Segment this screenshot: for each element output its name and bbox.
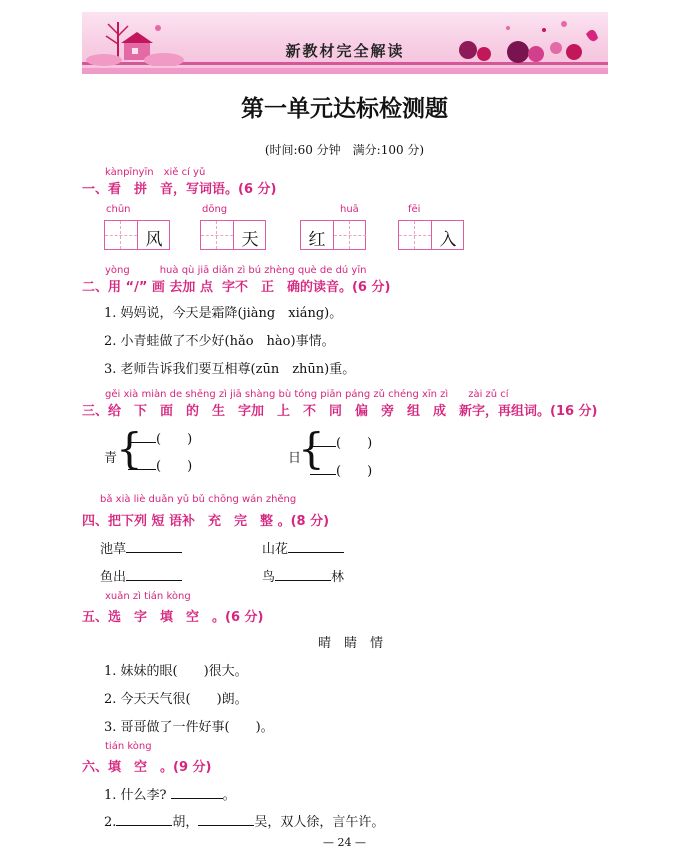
phrase-item[interactable]: 山花	[262, 538, 344, 557]
brace-icon: {	[116, 424, 143, 473]
header-stripe	[82, 68, 608, 74]
writing-grid-4[interactable]	[398, 220, 464, 250]
section1-heading: 一、看 拼 音，写词语。(6 分)	[82, 182, 277, 197]
page-title: 第一单元达标检测题	[241, 96, 448, 122]
phrase-item[interactable]: 池草	[100, 538, 182, 557]
word4-pinyin: fēi	[408, 204, 421, 215]
section4-heading: 四、把下列 短 语补 充 完 整 。(8 分)	[82, 514, 330, 529]
writing-grid-1[interactable]	[104, 220, 170, 250]
phrase-item[interactable]: 鱼出	[100, 566, 182, 585]
question-item: 3. 哥哥做了一件好事( )。	[104, 720, 274, 735]
section5-heading: 五、选 字 填 空 。(6 分)	[82, 610, 264, 625]
section4-pinyin: bǎ xià liè duǎn yǔ bǔ chōng wán zhěng	[100, 494, 297, 505]
writing-grid-2[interactable]	[200, 220, 266, 250]
writing-grid-3[interactable]	[300, 220, 366, 250]
base-char: 青	[104, 451, 118, 466]
section2-heading: 二、用 “/” 画 去加 点 字不 正 确的读音。(6 分)	[82, 280, 391, 295]
brace-icon: {	[298, 424, 325, 473]
section2-pinyin: yòng huà qù jiā diǎn zì bú zhèng què de dú yīn	[105, 265, 367, 276]
word1-pinyin: chūn	[106, 204, 131, 215]
word2-pinyin: dōng	[202, 204, 228, 215]
section6-pinyin: tián kòng	[105, 741, 152, 752]
section5-pinyin: xuǎn zì tián kòng	[105, 591, 191, 602]
base-char: 日	[288, 451, 302, 466]
given-char: 入	[439, 230, 457, 250]
section6-heading: 六、填 空 。(9 分)	[82, 760, 212, 775]
question-item: 2. 今天天气很( )朗。	[104, 692, 248, 707]
fill-item[interactable]: 1. 什么李? 。	[104, 788, 236, 803]
question-item: 2. 小青蛙做了不少好(hǎo hào)事情。	[104, 334, 335, 349]
given-char: 红	[308, 230, 326, 250]
given-char: 风	[145, 230, 163, 250]
page-number: — 24 —	[323, 836, 366, 849]
house-tree-icon	[84, 14, 194, 66]
given-char: 天	[241, 230, 259, 250]
fill-item[interactable]: 2. 胡， 吴，双人徐，言午许。	[104, 815, 385, 830]
answer-line[interactable]: ( )	[310, 432, 372, 451]
flower-decoration-icon	[448, 14, 606, 66]
section3-pinyin: gěi xià miàn de shēng zì jiā shàng bù tóng piān páng zǔ chéng xīn zì zài zǔ cí	[105, 389, 509, 400]
answer-line[interactable]: ( )	[128, 455, 192, 474]
word3-pinyin: huā	[340, 204, 359, 215]
section3-heading: 三、给 下 面 的 生 字加 上 不 同 偏 旁 组 成 新字，再组词。(16 分)	[82, 404, 598, 419]
phrase-item[interactable]: 鸟 林	[262, 570, 345, 585]
question-item: 3. 老师告诉我们要互相尊(zūn zhūn)重。	[104, 362, 356, 377]
question-item: 1. 妈妈说，今天是霜降(jiàng xiáng)。	[104, 306, 343, 321]
answer-line[interactable]: ( )	[128, 428, 192, 447]
header-title: 新教材完全解读	[285, 42, 405, 60]
choice-chars: 晴 睛 情	[318, 636, 384, 651]
exam-info: (时间:60 分钟 满分:100 分)	[264, 143, 425, 157]
answer-line[interactable]: ( )	[310, 460, 372, 479]
section1-pinyin: kànpīnyīn xiě cí yǔ	[105, 167, 206, 178]
question-item: 1. 妹妹的眼( )很大。	[104, 664, 248, 679]
